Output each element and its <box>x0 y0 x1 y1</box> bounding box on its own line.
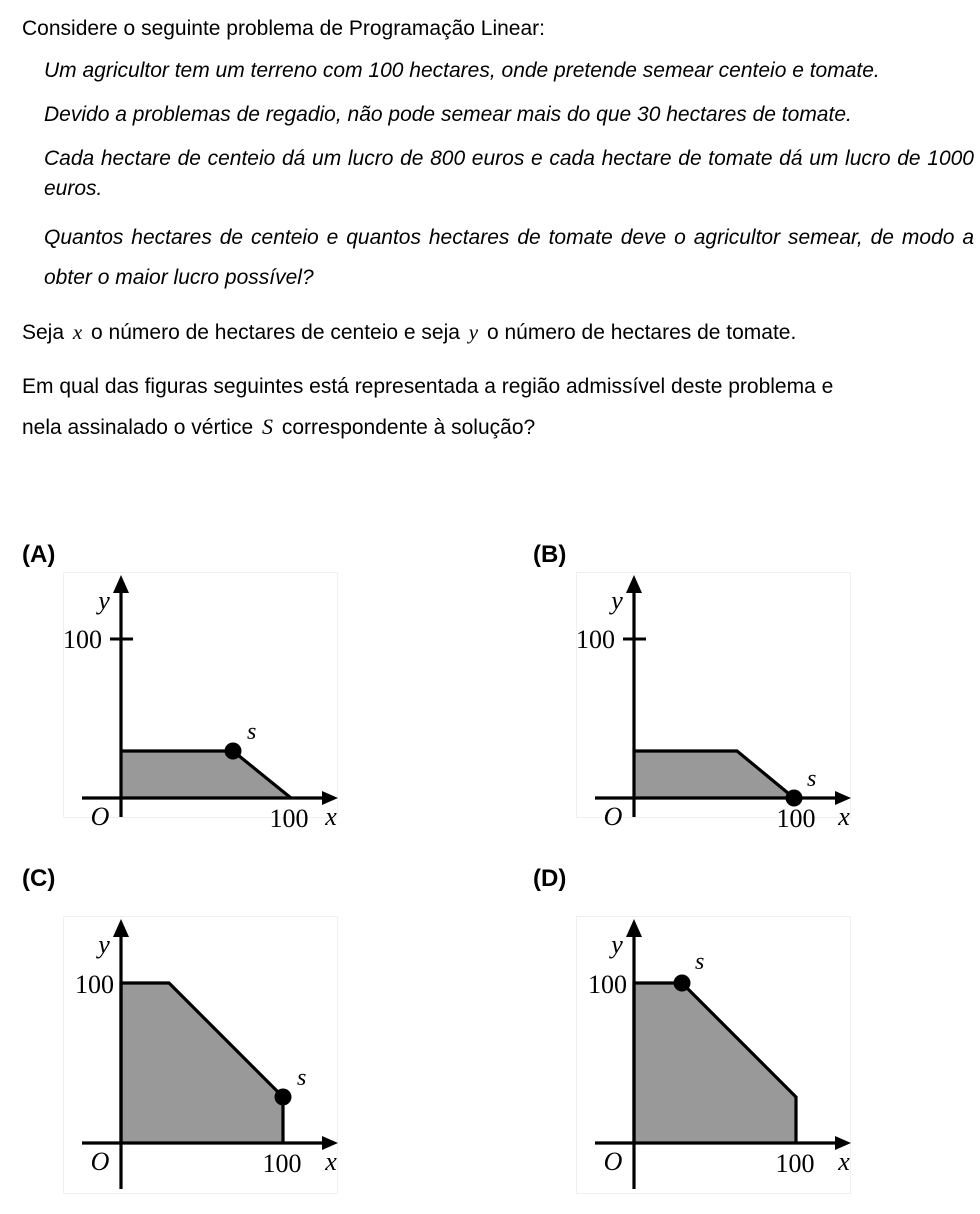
y-axis-label-a: y <box>98 586 110 615</box>
x-tick-label-b: 100 <box>776 804 816 833</box>
problem-statement <box>22 14 974 444</box>
statement-line-3: Cada hectare de centeio dá um lucro de 800 euros e cada hectare de tomate dá um lucro de 1000 euros. <box>44 147 974 200</box>
question-text-2b: correspondente à solução? <box>281 416 536 439</box>
origin-label-c: O <box>90 1147 110 1176</box>
question-text-2a: nela assinalado o vértice <box>22 416 254 439</box>
y-tick-label-c: 100 <box>75 970 114 999</box>
definition-part-1: Seja <box>22 321 65 344</box>
y-axis-label-d: y <box>611 930 623 959</box>
question-line-2 <box>22 411 974 444</box>
y-axis-arrow-b <box>626 575 642 593</box>
x-axis-label-a: x <box>325 802 337 831</box>
figure-c-plot <box>64 917 337 1193</box>
statement-line-1: Um agricultor tem um terreno com 100 hectares, onde pretende semear centeio e tomate. <box>44 59 880 82</box>
figure-d-plot <box>577 917 850 1193</box>
figure-a-plot <box>63 573 337 833</box>
solution-point-d[interactable] <box>674 975 691 992</box>
y-axis-label-b: y <box>611 586 623 615</box>
option-label-a: (A) <box>22 541 56 568</box>
math-var-y: y <box>468 320 479 344</box>
y-axis-arrow-c <box>113 919 129 937</box>
option-label-d: (D) <box>533 865 567 892</box>
y-axis-label-c: y <box>98 930 110 959</box>
lead-line: Considere o seguinte problema de Programação Linear: <box>22 17 545 40</box>
solution-label-b: s <box>807 766 817 792</box>
figure-b[interactable] <box>576 572 851 833</box>
figure-d[interactable] <box>576 916 851 1194</box>
solution-label-d: s <box>695 949 705 975</box>
y-tick-label-a: 100 <box>63 625 102 654</box>
x-axis-label-d: x <box>838 1147 850 1176</box>
solution-point-a[interactable] <box>225 743 242 760</box>
definition-part-3: o número de hectares de tomate. <box>486 321 797 344</box>
y-tick-label-b: 100 <box>576 625 615 654</box>
figure-b-plot <box>576 573 850 833</box>
definition-part-2: o número de hectares de centeio e seja <box>91 321 460 344</box>
option-label-c: (C) <box>22 865 56 892</box>
x-tick-label-a: 100 <box>269 804 309 833</box>
figure-c[interactable] <box>63 916 338 1194</box>
solution-label-c: s <box>297 1065 307 1091</box>
region-shade-d <box>634 983 796 1143</box>
origin-label-b: O <box>603 802 623 831</box>
x-tick-label-d: 100 <box>775 1149 815 1178</box>
y-tick-label-d: 100 <box>588 970 627 999</box>
math-var-s: S <box>262 414 273 439</box>
figure-a[interactable] <box>63 572 338 833</box>
option-label-b: (B) <box>533 541 567 568</box>
question-text-1: Em qual das figuras seguintes está representada a região admissível deste problema e <box>22 375 834 398</box>
region-shade-c <box>121 983 283 1143</box>
statement-line-4: Quantos hectares de centeio e quantos hectares de tomate deve o agricultor semear, de modo a obter o maior lucro possível? <box>44 226 974 289</box>
region-shade-b <box>634 751 794 798</box>
statement-line-2: Devido a problemas de regadio, não pode semear mais do que 30 hectares de tomate. <box>44 103 852 126</box>
solution-label-a: s <box>247 719 257 745</box>
variable-definition <box>22 316 974 349</box>
solution-point-c[interactable] <box>275 1089 292 1106</box>
x-axis-label-b: x <box>838 802 850 831</box>
x-axis-label-c: x <box>325 1147 337 1176</box>
origin-label-a: O <box>90 802 110 831</box>
x-tick-label-c: 100 <box>262 1149 302 1178</box>
region-shade-a <box>121 751 291 798</box>
math-var-x: x <box>72 320 83 344</box>
y-axis-arrow-a <box>113 575 129 593</box>
y-axis-arrow-d <box>626 919 642 937</box>
origin-label-d: O <box>603 1147 623 1176</box>
question-line-1 <box>22 371 974 403</box>
